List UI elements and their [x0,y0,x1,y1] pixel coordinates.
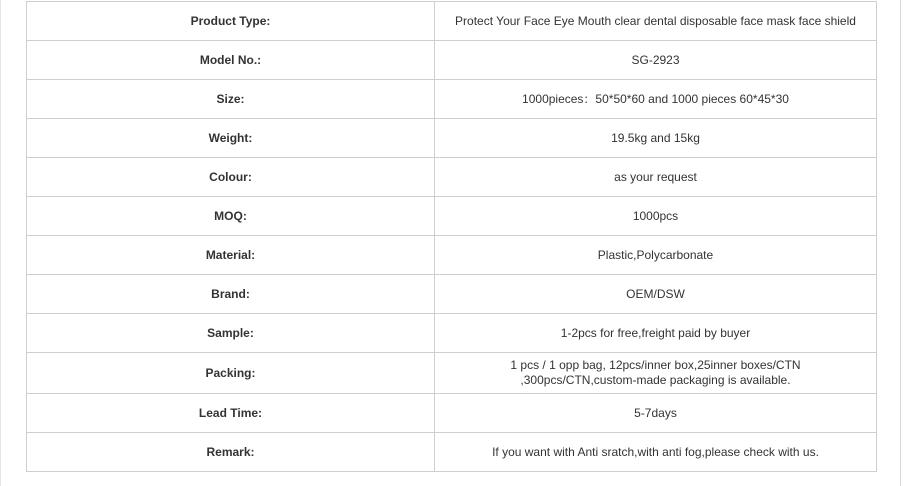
row-label-material: Material: [27,236,435,275]
table-row [27,275,877,314]
row-label-brand: Brand: [27,275,435,314]
row-value-model-no: SG-2923 [435,41,877,80]
row-label-size: Size: [27,80,435,119]
row-value-material: Plastic,Polycarbonate [435,236,877,275]
row-label-moq: MOQ: [27,197,435,236]
row-value-size: 1000pieces：50*50*60 and 1000 pieces 60*45*30 [435,80,877,119]
table-row [27,80,877,119]
row-label-weight: Weight: [27,119,435,158]
row-label-lead-time: Lead Time: [27,394,435,433]
table-row [27,158,877,197]
product-spec-table [26,1,877,472]
table-row [27,314,877,353]
row-label-packing: Packing: [27,353,435,394]
row-value-moq: 1000pcs [435,197,877,236]
row-value-colour: as your request [435,158,877,197]
row-value-remark: If you want with Anti sratch,with anti fog,please check with us. [435,433,877,472]
row-value-lead-time: 5-7days [435,394,877,433]
table-row [27,2,877,41]
left-divider [0,0,1,486]
table-row [27,197,877,236]
table-row [27,119,877,158]
row-label-sample: Sample: [27,314,435,353]
row-label-colour: Colour: [27,158,435,197]
table-row [27,353,877,394]
right-divider [900,0,901,486]
row-value-packing: 1 pcs / 1 opp bag, 12pcs/inner box,25inner boxes/CTN ,300pcs/CTN,custom-made packaging is available. [435,353,877,394]
row-label-remark: Remark: [27,433,435,472]
row-value-brand: OEM/DSW [435,275,877,314]
row-label-model-no: Model No.: [27,41,435,80]
table-row [27,236,877,275]
table-row [27,433,877,472]
row-value-product-type: Protect Your Face Eye Mouth clear dental disposable face mask face shield [435,2,877,41]
table-row [27,41,877,80]
row-value-sample: 1-2pcs for free,freight paid by buyer [435,314,877,353]
row-label-product-type: Product Type: [27,2,435,41]
row-value-weight: 19.5kg and 15kg [435,119,877,158]
table-row [27,394,877,433]
